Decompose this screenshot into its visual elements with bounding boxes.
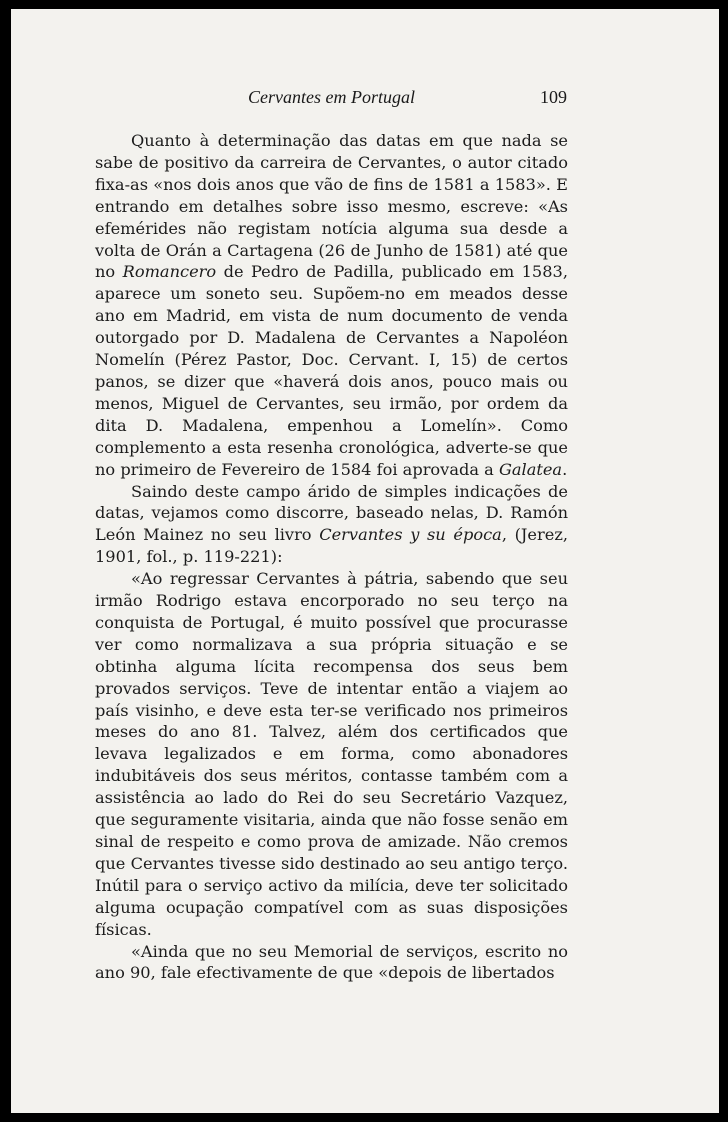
page-header bbox=[11, 87, 719, 115]
text-run: Saindo deste campo árido de simples indicações de datas, vejamos como discorre, baseado nelas, D. Ramón León Mainez no seu livro bbox=[95, 481, 568, 545]
body-text bbox=[95, 130, 568, 984]
page-number: 109 bbox=[540, 87, 567, 107]
running-title: Cervantes em Portugal bbox=[248, 87, 415, 107]
paragraph bbox=[95, 481, 568, 569]
paragraph bbox=[95, 568, 568, 940]
text-run: «Ao regressar Cervantes à pátria, sabendo que seu irmão Rodrigo estava encorporado no seu terço na conquista de Portugal, é muito possível que procurasse ver como normalizava a sua própria situação e se obtinha alguma lícita recompensa dos seus bem provados serviços. Teve de intentar então a viajem ao país visinho, e deve esta ter-se verificado nos primeiros meses do ano 81. Talvez, além dos certificados que levava legalizados e em forma, como abonadores indubitáveis dos seus méritos, contasse também com a assistência ao lado do Rei do seu Secretário Vazquez, que seguramente visitaria, ainda que não fosse senão em sinal de respeito e como prova de amizade. Não cremos que Cervantes tivesse sido destinado ao seu antigo terço. Inútil para o serviço activo da milícia, deve ter solicitado alguma ocupação compatível com as suas disposições físicas. bbox=[95, 569, 568, 939]
text-run: de Pedro de Padilla, publicado em 1583, aparece um soneto seu. Supõem-no em meados desse ano em Madrid, em vista de num documento de venda outorgado por D. Madalena de Cervantes a Napoléon Nomelín (Pérez Pastor, Doc. Cervant. I, 15) de certos panos, se dizer que «haverá dois anos, pouco mais ou menos, Miguel de Cervantes, seu irmão, por ordem da dita D. Madalena, empenhou a Lomelín». Como complemento a esta resenha cronológica, adverte-se que no primeiro de Fevereiro de 1584 foi aprovada a bbox=[95, 262, 568, 479]
book-title-cervantes-y-su-epoca: Cervantes y su época bbox=[319, 525, 502, 545]
book-page bbox=[11, 9, 719, 1113]
book-title-romancero: Romancero bbox=[122, 262, 217, 282]
paragraph bbox=[95, 941, 568, 985]
book-title-galatea: Galatea bbox=[498, 459, 563, 479]
paragraph bbox=[95, 130, 568, 481]
text-run: Quanto à determinação das datas em que nada se sabe de positivo da carreira de Cervantes, o autor citado fixa-as «nos dois anos que vão de fins de 1581 a 1583». E entrando em detalhes sobre isso mesmo, escreve: «As efemérides não registam notícia alguma sua desde a volta de Orán a Cartagena (26 de Junho de 1581) até que no bbox=[95, 131, 568, 282]
text-run: , (Jerez, 1901, fol., p. 119-221): bbox=[95, 525, 568, 567]
text-run: «Ainda que no seu Memorial de serviços, escrito no ano 90, fale efectivamente de que «depois de libertados bbox=[95, 941, 568, 983]
text-run: . bbox=[562, 459, 568, 479]
